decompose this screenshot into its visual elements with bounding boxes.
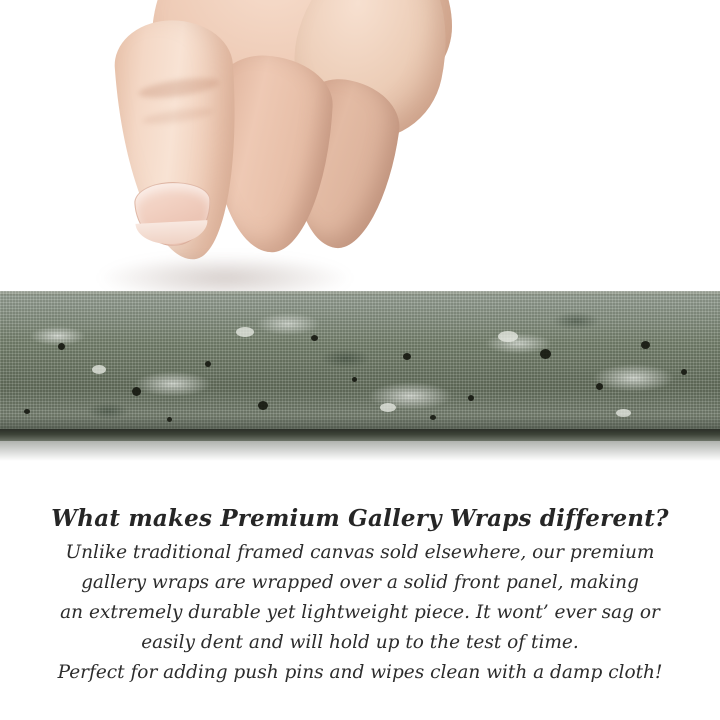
caption-line: an extremely durable yet lightweight piece. It wont’ ever sag or (60, 602, 660, 623)
caption-line: gallery wraps are wrapped over a solid front panel, making (81, 572, 639, 593)
canvas-top-edge (0, 291, 720, 295)
caption-line: Perfect for adding push pins and wipes clean with a damp cloth! (57, 662, 663, 683)
caption-heading: What makes Premium Gallery Wraps different? (51, 505, 669, 532)
caption-line: Unlike traditional framed canvas sold elsewhere, our premium (65, 542, 655, 563)
caption-line: easily dent and will hold up to the test of time. (141, 632, 579, 653)
canvas-drop-shadow (0, 441, 720, 461)
canvas-bottom-edge (0, 429, 720, 441)
caption-block (0, 465, 720, 688)
canvas-bottom-shading (0, 415, 720, 429)
hand-shadow (100, 255, 350, 292)
hand-illustration (92, 0, 452, 292)
caption-body (0, 538, 720, 688)
hand-photo-area (0, 0, 720, 292)
canvas-edge-band (0, 291, 720, 441)
